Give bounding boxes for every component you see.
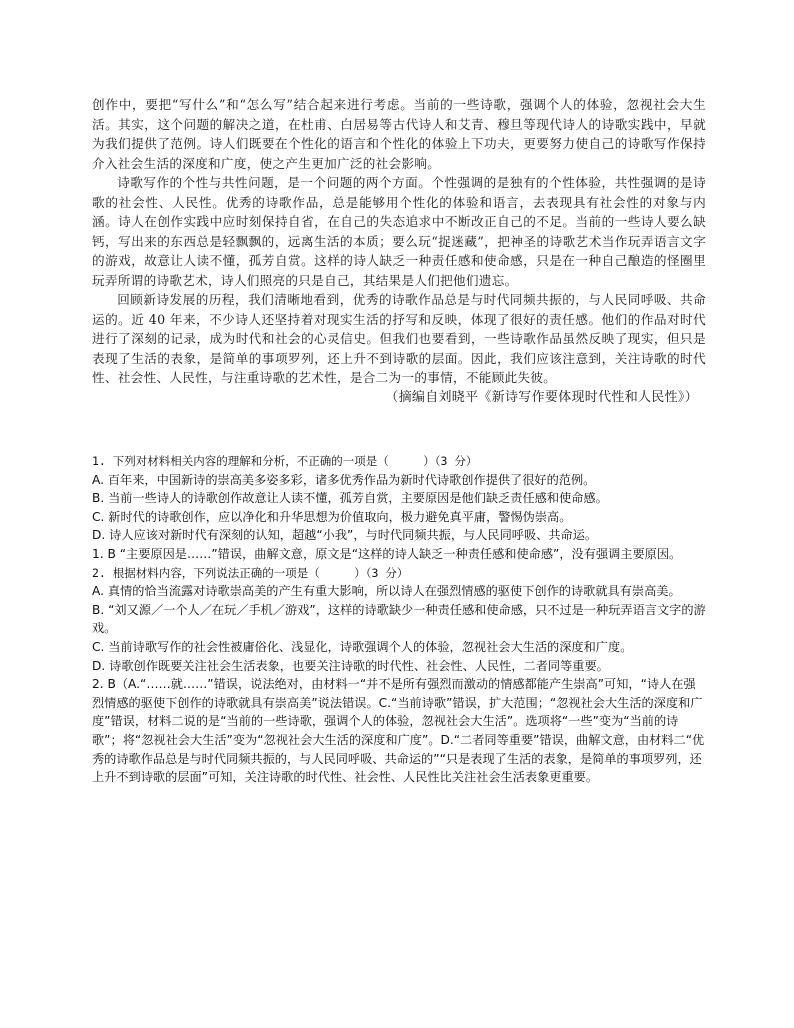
question-2-option-c: C. 当前诗歌写作的社会性被庸俗化、浅显化，诗歌强调个人的体验，忽视社会大生活的深度和广度。: [92, 639, 633, 654]
question-2-option-a: A. 真情的恰当流露对诗歌崇高美的产生有重大影响，所以诗人在强烈情感的驱使下创作的诗歌就具有崇高美。: [92, 584, 681, 599]
question-1-option-c: C. 新时代的诗歌创作，应以净化和升华思想为价值取向，极力避免真平庸，警惕伪崇高。: [92, 509, 572, 524]
question-1-option-b: B. 当前一些诗人的诗歌创作故意让人读不懂，孤芳自赏，主要原因是他们缺乏责任感和使命感。: [92, 491, 608, 506]
question-1-answer: 1. B “主要原因是……”错误，曲解文意，原文是“这样的诗人缺乏一种责任感和使命感”，没有强调主要原因。: [92, 546, 682, 561]
question-2-option-d: D. 诗歌创作既要关注社会生活表象，也要关注诗歌的时代性、社会性、人民性，二者同等重要。: [92, 658, 609, 673]
passage-paragraph-2: 诗歌写作的个性与共性问题，是一个问题的两个方面。个性强调的是独有的个性体验，共性强调的是诗歌的社会性、人民性。优秀的诗歌作品，总是能够用个性化的体验和语言，去表现具有社会性的对象与内涵。诗人在创作实践中应时刻保持自省，在自己的失态追求中不断改正自己的不足。当前的一些诗人要么缺钙，写出来的东西总是轻飘飘的，远离生活的本质；要么玩“捉迷藏”，把神圣的诗歌艺术当作玩弄语言文字的游戏，故意让人读不懂，孤芳自赏。这样的诗人缺乏一种责任感和使命感，只是在一种自己酿造的怪圈里玩弄所谓的诗歌艺术，诗人们照亮的只是自己，其结果是人们把他们遗忘。: [92, 175, 706, 288]
questions-section: [92, 452, 706, 787]
question-2-stem: 2. 根据材料内容，下列说法正确的一项是（ ）（3 分）: [92, 565, 409, 580]
question-1-option-a: A. 百年来，中国新诗的崇高美多姿多彩，诸多优秀作品为新时代诗歌创作提供了很好的范例。: [92, 472, 596, 487]
question-1-stem: 1. 下列对材料相关内容的理解和分析，不正确的一项是（ ）（3 分）: [92, 454, 478, 468]
reading-passage: [92, 95, 706, 407]
question-2-option-b: B. “刘又源／一个人／在玩／手机／游戏”，这样的诗歌缺少一种责任感和使命感，只不过是一种玩弄语言文字的游戏。: [92, 602, 706, 636]
passage-paragraph-3: 回顾新诗发展的历程，我们清晰地看到，优秀的诗歌作品总是与时代同频共振的，与人民同呼吸、共命运的。近 40 年来，不少诗人还坚持着对现实生活的抒写和反映，体现了很好的责任感。他们的作品对时代进行了深刻的记录，成为时代和社会的心灵信史。但我们也要看到，一些诗歌作品虽然反映了现实，但只是表现了生活的表象，是简单的事项罗列，还上升不到诗歌的层面。因此，我们应该注意到，关注诗歌的时代性、社会性、人民性，与注重诗歌的艺术性，是合二为一的事情，不能顾此失彼。: [92, 292, 706, 385]
passage-source: （摘编自刘晓平《新诗写作要体现时代性和人民性》）: [385, 389, 698, 405]
passage-paragraph-1: 创作中，要把“写什么”和“怎么写”结合起来进行考虑。当前的一些诗歌，强调个人的体验，忽视社会大生活。其实，这个问题的解决之道，在杜甫、白居易等古代诗人和艾青、穆旦等现代诗人的诗歌实践中，早就为我们提供了范例。诗人们既要在个性化的语言和个性化的体验上下功夫，更要努力使自己的诗歌写作保持介入社会生活的深度和广度，使之产生更加广泛的社会影响。: [92, 97, 706, 171]
question-1-option-d: D. 诗人应该对新时代有深刻的认知，超越“小我”，与时代同频共振，与人民同呼吸、共命运。: [92, 528, 598, 543]
question-2-answer: 2. B（A.“……就……”错误，说法绝对，由材料一“并不是所有强烈而激动的情感都能产生崇高”可知，“诗人在强烈情感的驱使下创作的诗歌就具有崇高美”说法错误。C.“当前诗歌”错误，扩大范围；“忽视社会大生活的深度和广度”错误，材料二说的是“当前的一些诗歌，强调个人的体验，忽视社会大生活”。选项将“一些”变为“当前的诗歌”；将“忽视社会大生活”变为“忽视社会大生活的深度和广度”。D.“二者同等重要”错误，曲解文意，由材料二“优秀的诗歌作品总是与时代同频共振的，与人民同呼吸、共命运的”“只是表现了生活的表象，是简单的事项罗列，还上升不到诗歌的层面”可知，关注诗歌的时代性、社会性、人民性比关注社会生活表象更重要。: [92, 677, 705, 785]
